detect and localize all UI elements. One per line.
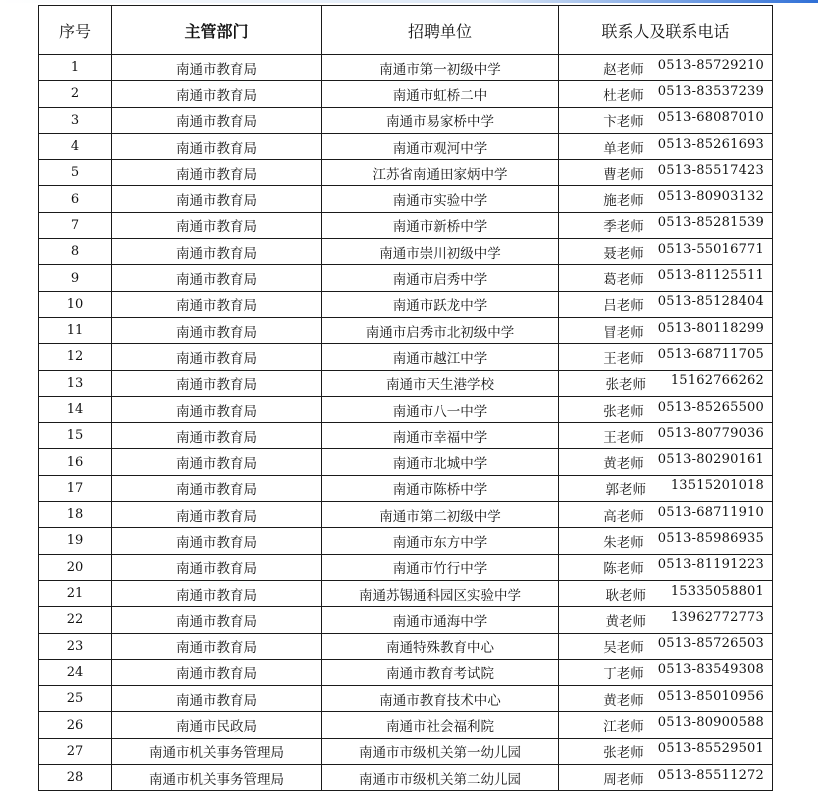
contact-name: 张老师	[603, 403, 644, 420]
cell-serial-number: 12	[39, 344, 112, 370]
table-row	[39, 633, 773, 659]
table-row	[39, 133, 773, 159]
contact-name: 郭老师	[605, 482, 646, 499]
cell-recruiting-unit: 南通市教育技术中心	[322, 686, 559, 712]
contact-phone: 0513-85511272	[657, 767, 764, 783]
contact-name: 单老师	[603, 140, 644, 157]
cell-recruiting-unit: 南通市东方中学	[322, 528, 559, 554]
table-row	[39, 160, 773, 186]
contact-name: 冒老师	[603, 324, 644, 341]
contact-name: 丁老师	[603, 666, 644, 683]
cell-serial-number: 10	[39, 291, 112, 317]
cell-serial-number: 15	[39, 423, 112, 449]
table-body	[39, 55, 773, 791]
table-row	[39, 607, 773, 633]
table-row	[39, 502, 773, 528]
table-row	[39, 686, 773, 712]
cell-serial-number: 26	[39, 712, 112, 738]
contact-phone: 15162766262	[670, 373, 764, 389]
cell-serial-number: 6	[39, 186, 112, 212]
cell-recruiting-unit: 南通市通海中学	[322, 607, 559, 633]
table-row	[39, 212, 773, 238]
cell-recruiting-unit: 南通市观河中学	[322, 133, 559, 159]
cell-recruiting-unit: 南通市新桥中学	[322, 212, 559, 238]
contact-name: 王老师	[603, 429, 644, 446]
cell-department: 南通市教育局	[112, 370, 322, 396]
contact-name: 赵老师	[603, 61, 644, 78]
cell-contact	[559, 265, 773, 291]
contact-name: 朱老师	[603, 534, 644, 551]
cell-recruiting-unit: 南通市教育考试院	[322, 659, 559, 685]
cell-serial-number: 23	[39, 633, 112, 659]
cell-recruiting-unit: 南通特殊教育中心	[322, 633, 559, 659]
table-row	[39, 659, 773, 685]
table-row	[39, 186, 773, 212]
cell-recruiting-unit: 江苏省南通田家炳中学	[322, 160, 559, 186]
table-row	[39, 396, 773, 422]
cell-serial-number: 22	[39, 607, 112, 633]
cell-recruiting-unit: 南通市陈桥中学	[322, 475, 559, 501]
contact-phone: 0513-85010956	[657, 688, 764, 704]
table-row	[39, 765, 773, 791]
cell-serial-number: 8	[39, 239, 112, 265]
contact-name: 吕老师	[603, 298, 644, 315]
header-recruiting-unit: 招聘单位	[322, 6, 559, 55]
contact-name: 耿老师	[605, 587, 646, 604]
cell-recruiting-unit: 南通市第二初级中学	[322, 502, 559, 528]
cell-department: 南通市教育局	[112, 55, 322, 81]
contact-name: 季老师	[603, 219, 644, 236]
contact-phone: 0513-85726503	[657, 636, 764, 652]
contact-name: 葛老师	[603, 272, 644, 289]
table-row	[39, 265, 773, 291]
cell-serial-number: 19	[39, 528, 112, 554]
contact-name: 黄老师	[603, 692, 644, 709]
contact-phone: 0513-55016771	[657, 241, 764, 257]
header-contact: 联系人及联系电话	[559, 6, 773, 55]
table-row	[39, 370, 773, 396]
contact-phone: 0513-83549308	[657, 662, 764, 678]
contact-phone: 0513-85529501	[657, 741, 764, 757]
contact-phone: 0513-85281539	[657, 215, 764, 231]
cell-department: 南通市教育局	[112, 265, 322, 291]
cell-serial-number: 17	[39, 475, 112, 501]
cell-department: 南通市教育局	[112, 475, 322, 501]
cell-recruiting-unit: 南通市北城中学	[322, 449, 559, 475]
cell-department: 南通市教育局	[112, 133, 322, 159]
cell-department: 南通市教育局	[112, 554, 322, 580]
contact-name: 杜老师	[603, 87, 644, 104]
header-department: 主管部门	[112, 6, 322, 55]
cell-contact	[559, 502, 773, 528]
table-row	[39, 554, 773, 580]
table-row	[39, 528, 773, 554]
cell-department: 南通市机关事务管理局	[112, 738, 322, 764]
contact-name: 张老师	[603, 745, 644, 762]
cell-recruiting-unit: 南通市天生港学校	[322, 370, 559, 396]
cell-serial-number: 25	[39, 686, 112, 712]
cell-contact	[559, 160, 773, 186]
contact-phone: 0513-83537239	[657, 83, 764, 99]
cell-department: 南通市教育局	[112, 212, 322, 238]
cell-contact	[559, 554, 773, 580]
contact-phone: 0513-81191223	[657, 557, 764, 573]
cell-contact	[559, 686, 773, 712]
cell-serial-number: 28	[39, 765, 112, 791]
table-row	[39, 107, 773, 133]
table-row	[39, 239, 773, 265]
cell-contact	[559, 475, 773, 501]
cell-recruiting-unit: 南通市八一中学	[322, 396, 559, 422]
cell-contact	[559, 317, 773, 343]
cell-department: 南通市教育局	[112, 107, 322, 133]
contact-phone: 0513-85517423	[657, 162, 764, 178]
cell-recruiting-unit: 南通市越江中学	[322, 344, 559, 370]
cell-recruiting-unit: 南通市社会福利院	[322, 712, 559, 738]
contact-name: 王老师	[603, 350, 644, 367]
contact-phone: 0513-80290161	[657, 452, 764, 468]
cell-contact	[559, 239, 773, 265]
table-row	[39, 449, 773, 475]
table-row	[39, 738, 773, 764]
contact-phone: 0513-85128404	[657, 294, 764, 310]
table-row	[39, 475, 773, 501]
cell-contact	[559, 528, 773, 554]
cell-contact	[559, 659, 773, 685]
cell-contact	[559, 765, 773, 791]
cell-recruiting-unit: 南通市虹桥二中	[322, 81, 559, 107]
cell-serial-number: 2	[39, 81, 112, 107]
cell-department: 南通市教育局	[112, 659, 322, 685]
cell-serial-number: 20	[39, 554, 112, 580]
contact-phone: 0513-85729210	[657, 57, 764, 73]
cell-department: 南通市教育局	[112, 580, 322, 606]
contact-phone: 0513-85265500	[657, 399, 764, 415]
table-row	[39, 580, 773, 606]
contact-phone: 0513-80118299	[657, 320, 764, 336]
top-accent-bar	[0, 0, 818, 3]
contact-phone: 15335058801	[670, 583, 764, 599]
contact-name: 周老师	[603, 771, 644, 788]
cell-contact	[559, 449, 773, 475]
cell-recruiting-unit: 南通市市级机关第一幼儿园	[322, 738, 559, 764]
cell-contact	[559, 291, 773, 317]
contact-name: 施老师	[603, 193, 644, 210]
table-row	[39, 317, 773, 343]
contact-phone: 0513-80779036	[657, 425, 764, 441]
contact-name: 高老师	[603, 508, 644, 525]
cell-serial-number: 11	[39, 317, 112, 343]
cell-serial-number: 18	[39, 502, 112, 528]
cell-recruiting-unit: 南通市跃龙中学	[322, 291, 559, 317]
table-row	[39, 712, 773, 738]
contact-phone: 0513-68711705	[657, 346, 764, 362]
cell-serial-number: 21	[39, 580, 112, 606]
cell-contact	[559, 107, 773, 133]
cell-serial-number: 13	[39, 370, 112, 396]
cell-department: 南通市机关事务管理局	[112, 765, 322, 791]
table-row	[39, 344, 773, 370]
cell-department: 南通市教育局	[112, 160, 322, 186]
contact-name: 曹老师	[603, 166, 644, 183]
cell-department: 南通市教育局	[112, 81, 322, 107]
table-header-row	[39, 6, 773, 55]
cell-department: 南通市教育局	[112, 686, 322, 712]
contact-phone: 0513-68711910	[657, 504, 764, 520]
cell-serial-number: 24	[39, 659, 112, 685]
cell-department: 南通市教育局	[112, 239, 322, 265]
contact-phone: 0513-85986935	[657, 530, 764, 546]
cell-recruiting-unit: 南通苏锡通科园区实验中学	[322, 580, 559, 606]
contact-name: 黄老师	[603, 456, 644, 473]
cell-contact	[559, 55, 773, 81]
cell-contact	[559, 738, 773, 764]
cell-recruiting-unit: 南通市市级机关第二幼儿园	[322, 765, 559, 791]
cell-serial-number: 3	[39, 107, 112, 133]
cell-recruiting-unit: 南通市幸福中学	[322, 423, 559, 449]
contact-name: 聂老师	[603, 245, 644, 262]
cell-serial-number: 27	[39, 738, 112, 764]
table-row	[39, 291, 773, 317]
contact-phone: 0513-80903132	[657, 189, 764, 205]
cell-contact	[559, 344, 773, 370]
cell-serial-number: 9	[39, 265, 112, 291]
cell-contact	[559, 370, 773, 396]
cell-department: 南通市教育局	[112, 396, 322, 422]
contact-phone: 0513-80900588	[657, 715, 764, 731]
cell-contact	[559, 133, 773, 159]
cell-recruiting-unit: 南通市竹行中学	[322, 554, 559, 580]
contact-phone: 13515201018	[670, 478, 764, 494]
cell-serial-number: 7	[39, 212, 112, 238]
cell-department: 南通市教育局	[112, 291, 322, 317]
cell-department: 南通市教育局	[112, 317, 322, 343]
contact-name: 张老师	[605, 377, 646, 394]
cell-recruiting-unit: 南通市第一初级中学	[322, 55, 559, 81]
cell-serial-number: 1	[39, 55, 112, 81]
table-row	[39, 423, 773, 449]
contact-name: 吴老师	[603, 640, 644, 657]
header-serial-number: 序号	[39, 6, 112, 55]
contact-name: 江老师	[603, 719, 644, 736]
cell-recruiting-unit: 南通市启秀市北初级中学	[322, 317, 559, 343]
cell-contact	[559, 186, 773, 212]
cell-recruiting-unit: 南通市崇川初级中学	[322, 239, 559, 265]
cell-department: 南通市教育局	[112, 502, 322, 528]
cell-recruiting-unit: 南通市易家桥中学	[322, 107, 559, 133]
cell-contact	[559, 580, 773, 606]
cell-department: 南通市教育局	[112, 607, 322, 633]
cell-contact	[559, 81, 773, 107]
cell-serial-number: 14	[39, 396, 112, 422]
cell-contact	[559, 396, 773, 422]
contact-phone: 13962772773	[670, 609, 764, 625]
cell-department: 南通市民政局	[112, 712, 322, 738]
contact-name: 黄老师	[605, 613, 646, 630]
cell-serial-number: 16	[39, 449, 112, 475]
cell-department: 南通市教育局	[112, 449, 322, 475]
cell-serial-number: 5	[39, 160, 112, 186]
cell-recruiting-unit: 南通市实验中学	[322, 186, 559, 212]
cell-contact	[559, 633, 773, 659]
recruitment-contact-table	[38, 5, 773, 791]
contact-phone: 0513-68087010	[657, 110, 764, 126]
cell-department: 南通市教育局	[112, 186, 322, 212]
cell-department: 南通市教育局	[112, 423, 322, 449]
cell-contact	[559, 607, 773, 633]
contact-name: 陈老师	[603, 561, 644, 578]
table-row	[39, 55, 773, 81]
cell-department: 南通市教育局	[112, 633, 322, 659]
table-row	[39, 81, 773, 107]
contact-name: 卞老师	[603, 114, 644, 131]
cell-serial-number: 4	[39, 133, 112, 159]
cell-department: 南通市教育局	[112, 344, 322, 370]
contact-phone: 0513-81125511	[657, 268, 764, 284]
cell-contact	[559, 712, 773, 738]
cell-contact	[559, 423, 773, 449]
cell-recruiting-unit: 南通市启秀中学	[322, 265, 559, 291]
cell-department: 南通市教育局	[112, 528, 322, 554]
cell-contact	[559, 212, 773, 238]
contact-phone: 0513-85261693	[657, 136, 764, 152]
